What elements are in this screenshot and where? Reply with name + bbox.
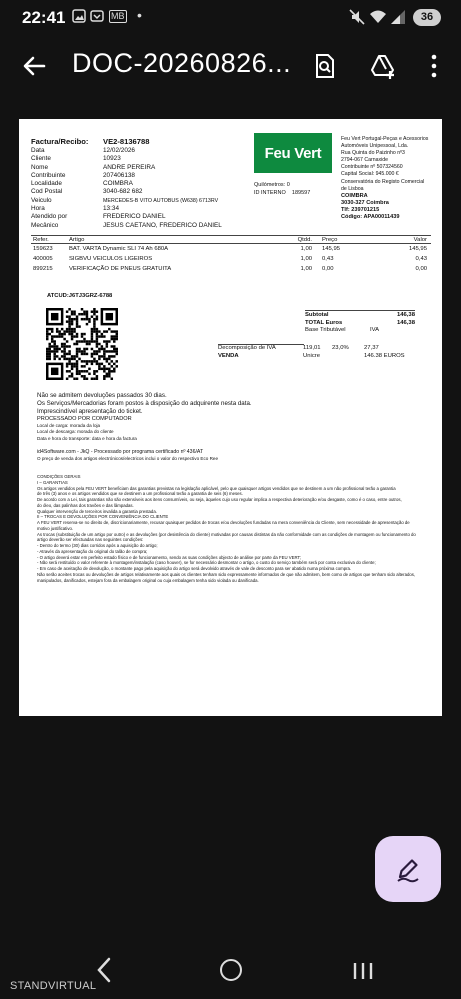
standvirtual-watermark: STANDVIRTUAL (10, 980, 97, 992)
wifi-icon (369, 9, 387, 28)
nav-recents-icon[interactable] (352, 961, 374, 981)
table-row: 159623 BAT. VARTA Dynamic SLI 74 Ah 680A 1,00 145,95 145,95 (33, 246, 427, 252)
iva-row: Decomposição de IVA 119,01 23,0% 27,37 (218, 345, 379, 351)
table-header: Refer. Artigo Qtdd. Preço Valor (31, 235, 431, 244)
app-bar (0, 42, 461, 92)
wallet-icon (90, 9, 104, 26)
mute-icon (349, 9, 365, 28)
status-bar (0, 0, 461, 36)
invoice-header-row: Factura/Recibo: VE2-8136788 (31, 137, 150, 146)
invoice-header-row: Contribuinte 207406138 (31, 171, 135, 179)
invoice-header-row: Cod Postal 3040-682 682 (31, 188, 143, 196)
invoice-header-row: Data 12/02/2026 (31, 147, 135, 154)
km-info: Quilómetros: 0 ID INTERNO 189597 (254, 182, 311, 196)
base-row: Base Tributável IVA (305, 327, 380, 334)
system-nav-bar (0, 941, 461, 999)
qr-code (46, 308, 118, 380)
iva-breakdown (218, 344, 418, 360)
feu-vert-logo: Feu Vert (254, 133, 332, 173)
nav-back-icon[interactable] (95, 956, 113, 984)
atcud-code: ATCUD:J6TJ3GRZ-6788 (47, 293, 113, 299)
items-table (31, 235, 431, 274)
add-to-drive-icon[interactable] (369, 52, 397, 80)
subtotal-row: Subtotal 146,38 (305, 312, 415, 318)
venda-row: VENDA Unicre 146.38 EUROS (218, 352, 405, 359)
search-document-icon[interactable] (311, 52, 339, 80)
company-info: Feu Vert Portugal-Peças e Acessorios Automóveis Unipessoal, Lda. Rua Quinta do Paizinho nº3 2794-067 Carnaxide Contribuinte nº 507324560 Capital Social: 945.000 € Conservatória do Registo Comercial de Lisboa COIMBRA 3030-327 Coimbra Tlf: 239701215 Código: APA00011439 (341, 136, 429, 221)
total-row: TOTAL Euros 146,38 (305, 319, 415, 326)
invoice-header (31, 137, 281, 230)
gallery-icon (72, 9, 86, 26)
nav-home-icon[interactable] (220, 959, 242, 981)
general-conditions: CONDIÇÕES GERAIS I – GARANTIAS Os artigos vendidos pela FEU VERT beneficiam das garantias previstas na legislação aplicável, pelo que quaisquer artigos vendidos que se destinem a um não profissional terão a garantia de três (3) anos e os artigos vendidos que se destinem a um profissional terão a garantia de seis (6) meses. De acordo com a Lei, tais garantias não são extensíveis aos itens consumíveis, ou seja, àqueles cujo uso regular implica a respectiva deterioração e/ou desgaste, como é o caso, entre outros, do óleo, das palinhas dos travões e das lâmpadas. Qualquer intervenção de terceiros invalida a garantia prestada. II – TROCAS E DEVOLUÇÕES POR CONVENIÊNCIA DO CLIENTE A FEU VERT reserva-se no direito de, discricionariamente, recusar quaisquer pedidos de trocas e/ou devoluções fundadas na mera conveniência do Cliente, sem necessidade de apresentação de motivo justificativo. As trocas (substituição de um artigo por outro) e as devoluções (por desistência do cliente) motivadas por causas distintas da não conformidade com as condições de montagem ou funcionamento do artigo deverão ser efectuadas nas seguintes condições: - Dentro do termo (30) dias corridos após a aquisição do artigo; - Através da apresentação do original do talão de compra; - O artigo deverá estar em perfeito estado físico e de funcionamento, sendo as suas condições objecto de análise por parte da FEU VERT; - Não será restituído o valor referente à montagem/instalação (caso houver), se for necessário desmontar o artigo, o custo do serviço também será por conta exclusiva do cliente; - Em caso de aceitação de devolução, o montante pago pela aquisição do artigo será devolvido através de vale de desconto para ser abatido numa próxima compra. Não serão aceites trocas ou devoluções de artigos relativamente aos quais os clientes tenham sido expressamente informados de que não admitem, bem como de artigos que tenham sido alterados, manipulados, danificados, estejam fora da embalagem original ou cuja embalagem tenha sido violada ou danificada. (37, 474, 416, 583)
more-vert-icon[interactable] (424, 52, 444, 80)
edit-pen-icon (394, 855, 422, 883)
software-certificate: id4Software.com - JkQ - Processado por programa certificado nº 436/AT O preço de venda dos artigos electrónicos/electricos inclui o valor do respectivo Eco Ree (37, 449, 219, 461)
invoice-header-row: Hora 13:34 (31, 205, 119, 213)
invoice-header-row: Atendido por FREDERICO DANIEL (31, 213, 166, 221)
signal-icon (390, 9, 406, 28)
battery-indicator: 36 (413, 9, 441, 26)
totals-block (305, 310, 415, 335)
table-row: 400005 SIGBVU VEICULOS LIGEIROS 1,00 0,43 0,43 (33, 256, 427, 262)
table-row: 899215 VERIFICAÇÃO DE PNEUS GRATUITA 1,00 0,00 0,00 (33, 266, 427, 272)
invoice-header-row: Veiculo MERCEDES-B VITO AUTOBUS (W638) 6713RV (31, 196, 219, 204)
document-page[interactable] (19, 119, 442, 716)
dot-icon: • (137, 7, 142, 23)
invoice-header-row: Mecânico JESUS CAETANO, FREDERICO DANIEL (31, 221, 222, 229)
invoice-header-row: Cliente 10923 (31, 155, 121, 163)
mb-icon: MB (111, 11, 125, 21)
status-time: 22:41 (22, 8, 66, 27)
document-title: DOC-20260826... (72, 48, 292, 78)
invoice-header-row: Localidade COIMBRA (31, 180, 133, 188)
return-notes: Não se admitem devoluções passados 30 dias. Os Serviços/Mercadorias foram postos à disposição do adquirente nesta data. Imprescindível apresentação do ticket. PROCESSADO POR COMPUTADOR Local de carga: morada da loja Local de descarga: morada do cliente Data e hora do transporte: data e hora da factura (37, 392, 252, 441)
invoice-header-row: Nome ANDRE PEREIRA (31, 163, 156, 171)
back-arrow-icon[interactable] (20, 51, 50, 81)
edit-fab-button[interactable] (375, 836, 441, 902)
